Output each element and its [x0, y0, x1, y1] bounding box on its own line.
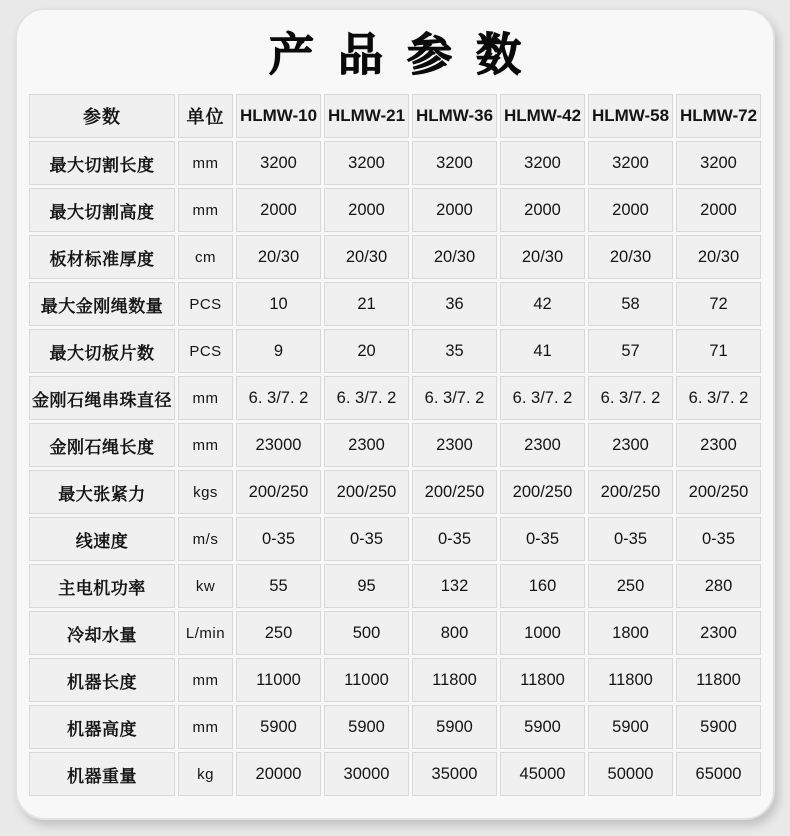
value-cell: 3200 — [588, 141, 673, 185]
param-cell: 最大切割高度 — [29, 188, 175, 232]
value-cell: 0-35 — [412, 517, 497, 561]
value-cell: 132 — [412, 564, 497, 608]
value-cell: 0-35 — [676, 517, 761, 561]
unit-cell: kw — [178, 564, 233, 608]
value-cell: 23000 — [236, 423, 321, 467]
value-cell: 0-35 — [500, 517, 585, 561]
value-cell: 50000 — [588, 752, 673, 796]
value-cell: 5900 — [236, 705, 321, 749]
param-cell: 最大切板片数 — [29, 329, 175, 373]
value-cell: 5900 — [412, 705, 497, 749]
unit-cell: mm — [178, 658, 233, 702]
header-cell-unit: 单位 — [178, 94, 233, 138]
value-cell: 45000 — [500, 752, 585, 796]
value-cell: 200/250 — [588, 470, 673, 514]
value-cell: 3200 — [412, 141, 497, 185]
value-cell: 11800 — [412, 658, 497, 702]
value-cell: 71 — [676, 329, 761, 373]
header-cell-model: HLMW-10 — [236, 94, 321, 138]
param-cell: 机器高度 — [29, 705, 175, 749]
value-cell: 2300 — [676, 611, 761, 655]
value-cell: 0-35 — [588, 517, 673, 561]
value-cell: 3200 — [324, 141, 409, 185]
value-cell: 6. 3/7. 2 — [500, 376, 585, 420]
param-cell: 最大金刚绳数量 — [29, 282, 175, 326]
header-cell-model: HLMW-58 — [588, 94, 673, 138]
value-cell: 200/250 — [236, 470, 321, 514]
table-row — [29, 188, 761, 232]
value-cell: 2000 — [588, 188, 673, 232]
unit-cell: PCS — [178, 282, 233, 326]
value-cell: 280 — [676, 564, 761, 608]
table-row — [29, 282, 761, 326]
value-cell: 11000 — [324, 658, 409, 702]
param-cell: 金刚石绳串珠直径 — [29, 376, 175, 420]
param-cell: 机器长度 — [29, 658, 175, 702]
value-cell: 35000 — [412, 752, 497, 796]
value-cell: 20/30 — [588, 235, 673, 279]
value-cell: 20/30 — [500, 235, 585, 279]
value-cell: 11800 — [588, 658, 673, 702]
unit-cell: cm — [178, 235, 233, 279]
value-cell: 20/30 — [676, 235, 761, 279]
value-cell: 58 — [588, 282, 673, 326]
unit-cell: mm — [178, 705, 233, 749]
value-cell: 20000 — [236, 752, 321, 796]
table-row — [29, 517, 761, 561]
unit-cell: m/s — [178, 517, 233, 561]
value-cell: 1800 — [588, 611, 673, 655]
table-row — [29, 376, 761, 420]
unit-cell: mm — [178, 141, 233, 185]
value-cell: 95 — [324, 564, 409, 608]
unit-cell: mm — [178, 188, 233, 232]
header-cell-model: HLMW-36 — [412, 94, 497, 138]
header-row — [29, 94, 761, 138]
value-cell: 5900 — [676, 705, 761, 749]
value-cell: 21 — [324, 282, 409, 326]
value-cell: 20/30 — [324, 235, 409, 279]
table-row — [29, 611, 761, 655]
param-cell: 板材标准厚度 — [29, 235, 175, 279]
value-cell: 30000 — [324, 752, 409, 796]
value-cell: 2300 — [324, 423, 409, 467]
value-cell: 1000 — [500, 611, 585, 655]
param-cell: 最大切割长度 — [29, 141, 175, 185]
value-cell: 500 — [324, 611, 409, 655]
value-cell: 2300 — [500, 423, 585, 467]
value-cell: 6. 3/7. 2 — [236, 376, 321, 420]
table-row — [29, 141, 761, 185]
value-cell: 2000 — [324, 188, 409, 232]
value-cell: 42 — [500, 282, 585, 326]
value-cell: 5900 — [324, 705, 409, 749]
value-cell: 55 — [236, 564, 321, 608]
value-cell: 2000 — [676, 188, 761, 232]
unit-cell: PCS — [178, 329, 233, 373]
table-row — [29, 470, 761, 514]
param-cell: 机器重量 — [29, 752, 175, 796]
value-cell: 5900 — [588, 705, 673, 749]
value-cell: 2000 — [412, 188, 497, 232]
value-cell: 11000 — [236, 658, 321, 702]
value-cell: 41 — [500, 329, 585, 373]
value-cell: 10 — [236, 282, 321, 326]
header-cell-model: HLMW-21 — [324, 94, 409, 138]
value-cell: 200/250 — [676, 470, 761, 514]
value-cell: 35 — [412, 329, 497, 373]
value-cell: 2000 — [500, 188, 585, 232]
value-cell: 9 — [236, 329, 321, 373]
value-cell: 2300 — [588, 423, 673, 467]
value-cell: 3200 — [236, 141, 321, 185]
product-parameters-card — [15, 8, 775, 820]
value-cell: 20 — [324, 329, 409, 373]
header-cell-model: HLMW-42 — [500, 94, 585, 138]
value-cell: 200/250 — [324, 470, 409, 514]
value-cell: 3200 — [676, 141, 761, 185]
value-cell: 2300 — [676, 423, 761, 467]
table-row — [29, 658, 761, 702]
header-cell-param: 参数 — [29, 94, 175, 138]
value-cell: 0-35 — [324, 517, 409, 561]
value-cell: 0-35 — [236, 517, 321, 561]
param-cell: 冷却水量 — [29, 611, 175, 655]
value-cell: 250 — [588, 564, 673, 608]
unit-cell: mm — [178, 423, 233, 467]
value-cell: 6. 3/7. 2 — [676, 376, 761, 420]
unit-cell: L/min — [178, 611, 233, 655]
table-row — [29, 329, 761, 373]
value-cell: 2000 — [236, 188, 321, 232]
table-row — [29, 235, 761, 279]
value-cell: 11800 — [676, 658, 761, 702]
value-cell: 3200 — [500, 141, 585, 185]
table-row — [29, 705, 761, 749]
value-cell: 57 — [588, 329, 673, 373]
param-cell: 最大张紧力 — [29, 470, 175, 514]
value-cell: 20/30 — [412, 235, 497, 279]
page-title: 产品参数 — [268, 29, 545, 80]
spec-table — [26, 91, 764, 799]
unit-cell: kg — [178, 752, 233, 796]
value-cell: 36 — [412, 282, 497, 326]
table-row — [29, 423, 761, 467]
param-cell: 金刚石绳长度 — [29, 423, 175, 467]
value-cell: 200/250 — [500, 470, 585, 514]
value-cell: 20/30 — [236, 235, 321, 279]
param-cell: 主电机功率 — [29, 564, 175, 608]
value-cell: 6. 3/7. 2 — [588, 376, 673, 420]
value-cell: 6. 3/7. 2 — [412, 376, 497, 420]
table-row — [29, 752, 761, 796]
value-cell: 6. 3/7. 2 — [324, 376, 409, 420]
value-cell: 160 — [500, 564, 585, 608]
unit-cell: mm — [178, 376, 233, 420]
value-cell: 800 — [412, 611, 497, 655]
unit-cell: kgs — [178, 470, 233, 514]
value-cell: 65000 — [676, 752, 761, 796]
param-cell: 线速度 — [29, 517, 175, 561]
value-cell: 11800 — [500, 658, 585, 702]
table-row — [29, 564, 761, 608]
spec-table-body — [29, 141, 761, 796]
value-cell: 200/250 — [412, 470, 497, 514]
header-cell-model: HLMW-72 — [676, 94, 761, 138]
value-cell: 72 — [676, 282, 761, 326]
value-cell: 5900 — [500, 705, 585, 749]
value-cell: 2300 — [412, 423, 497, 467]
value-cell: 250 — [236, 611, 321, 655]
